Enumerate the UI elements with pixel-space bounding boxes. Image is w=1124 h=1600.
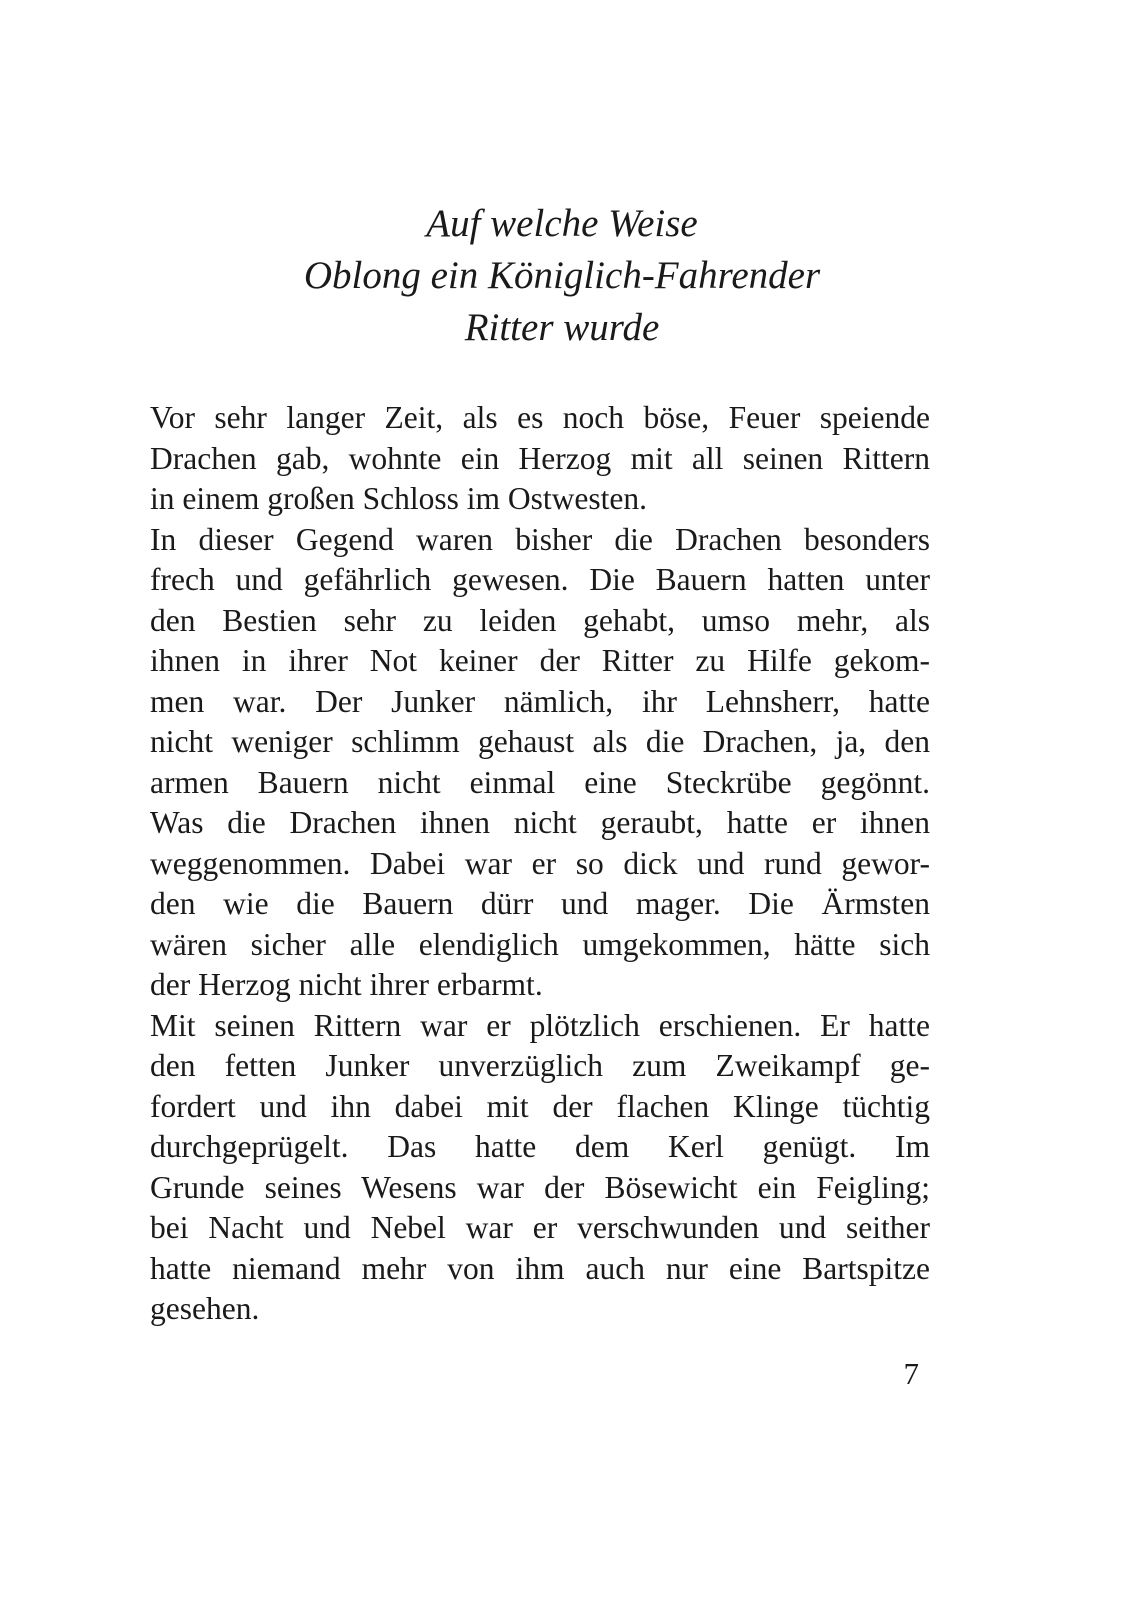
- text-line: in einem großen Schloss im Ostwesten.: [150, 481, 647, 516]
- text-line: den wie die Bauern dürr und mager. Die Ärmsten: [150, 886, 930, 921]
- text-line: bei Nacht und Nebel war er verschwunden und seither: [150, 1210, 930, 1245]
- body-text: [150, 398, 930, 1330]
- text-line: nicht weniger schlimm gehaust als die Drachen, ja, den: [150, 724, 930, 759]
- text-line: wären sicher alle elendiglich umgekommen, hätte sich: [150, 926, 930, 962]
- text-line: hatte niemand mehr von ihm auch nur eine Bartspitze: [150, 1250, 930, 1286]
- text-line: Vor sehr langer Zeit, als es noch böse, Feuer speiende: [150, 400, 930, 435]
- text-line: Mit seinen Rittern war er plötzlich erschienen. Er hatte: [150, 1007, 930, 1043]
- text-line: In dieser Gegend waren bisher die Drachen besonders: [150, 521, 930, 557]
- chapter-title: [0, 198, 1124, 354]
- text-line: fordert und ihn dabei mit der flachen Klinge tüchtig: [150, 1088, 930, 1124]
- chapter-title-line: Auf welche Weise: [426, 202, 698, 245]
- text-line: gesehen.: [150, 1291, 260, 1326]
- text-line: Grunde seines Wesens war der Bösewicht ein Feigling;: [150, 1169, 930, 1205]
- text-line: weggenommen. Dabei war er so dick und rund gewor-: [150, 845, 930, 881]
- text-line: armen Bauern nicht einmal eine Steckrübe gegönnt.: [150, 764, 930, 800]
- chapter-title-line: Oblong ein Königlich-Fahrender: [303, 254, 821, 297]
- text-line: der Herzog nicht ihrer erbarmt.: [150, 967, 543, 1002]
- page-number: 7: [903, 1356, 919, 1391]
- chapter-title-line: Ritter wurde: [464, 306, 660, 349]
- text-line: durchgeprügelt. Das hatte dem Kerl genügt. Im: [150, 1129, 930, 1164]
- text-line: men war. Der Junker nämlich, ihr Lehnsherr, hatte: [150, 683, 930, 719]
- text-line: den fetten Junker unverzüglich zum Zweikampf ge-: [150, 1048, 930, 1083]
- text-line: den Bestien sehr zu leiden gehabt, umso mehr, als: [150, 602, 930, 638]
- text-line: Was die Drachen ihnen nicht geraubt, hatte er ihnen: [150, 805, 930, 840]
- text-line: Drachen gab, wohnte ein Herzog mit all seinen Rittern: [150, 440, 930, 476]
- text-line: frech und gefährlich gewesen. Die Bauern hatten unter: [150, 562, 930, 597]
- text-line: ihnen in ihrer Not keiner der Ritter zu Hilfe gekom-: [150, 643, 930, 678]
